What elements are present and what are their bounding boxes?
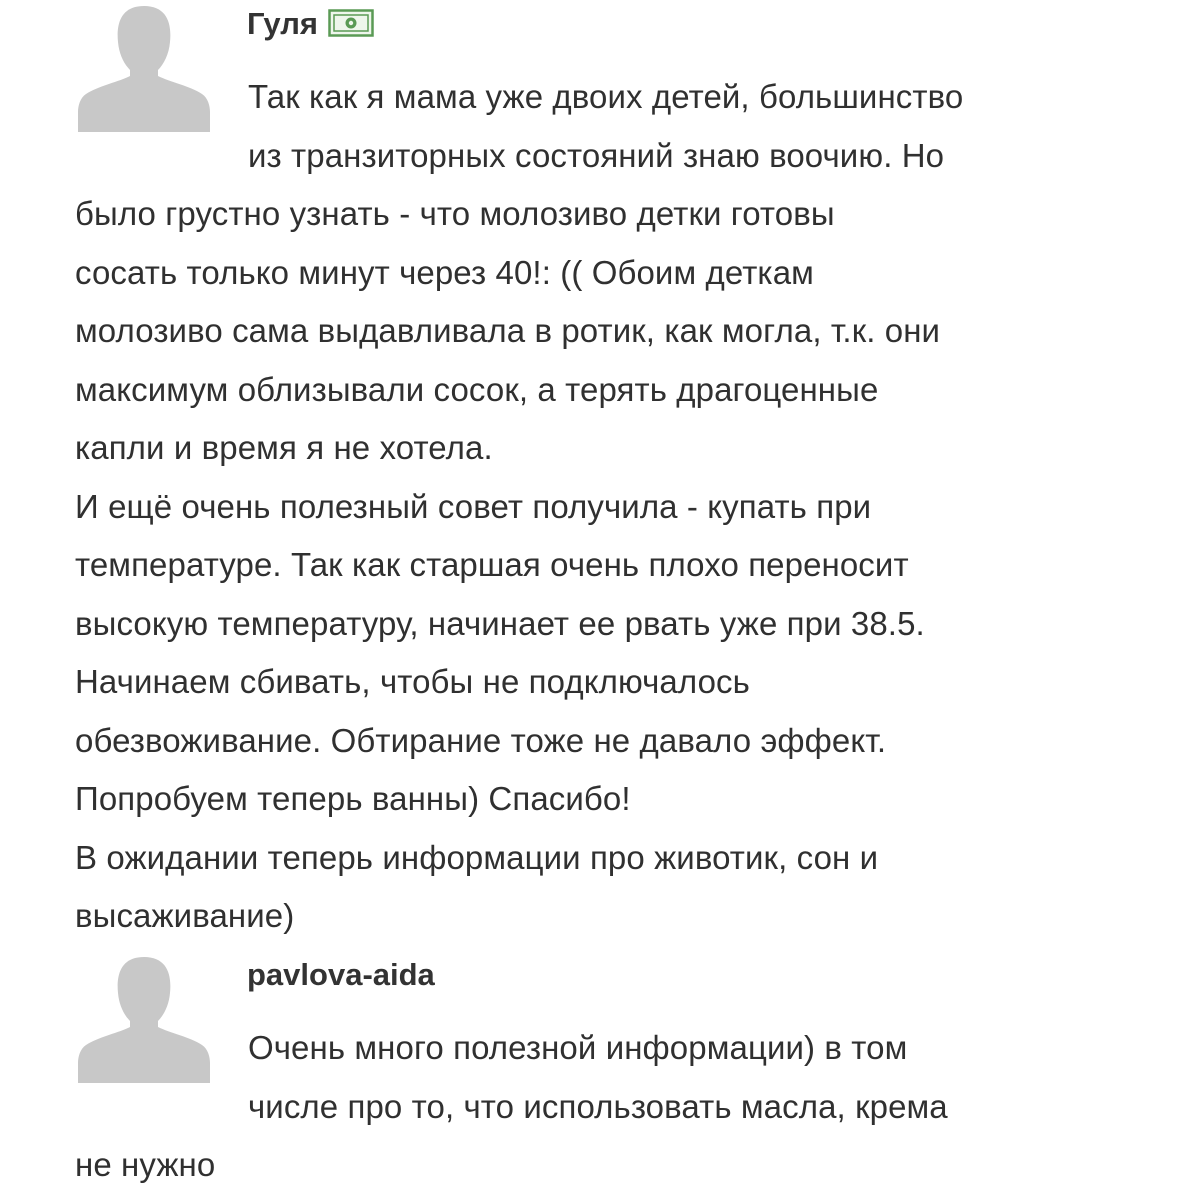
comment-line: Так как я мама уже двоих детей, большинство [248,78,964,115]
comment-line: высокую температуру, начинает ее рвать уже при 38.5. [75,604,925,642]
comment-line: максимум облизывали сосок, а терять драгоценные [75,370,879,408]
comment-line: молозиво сама выдавливала в ротик, как могла, т.к. они [75,312,941,349]
comment-author[interactable]: pavlova-aida [247,957,435,992]
comment-text [75,68,1135,946]
comment-line: В ожидании теперь информации про животик, сон и [75,838,879,876]
comment-line: из транзиторных состояний знаю воочию. Но [248,136,945,174]
comment-line: Очень много полезной информации) в том [248,1029,908,1066]
comment-text [75,1019,1135,1195]
comment-line: капли и время я не хотела. [75,429,493,466]
comment-line: И ещё очень полезный совет получила - купать при [75,487,872,525]
comment-line: Попробуем теперь ванны) Спасибо! [75,780,631,817]
money-badge-icon [328,9,374,37]
comment-author[interactable]: Гуля [247,4,374,44]
comment-line: обезвоживание. Обтирание тоже не давало эффект. [75,721,887,759]
comment-line: высаживание) [75,897,295,934]
comment-line: не нужно [75,1146,216,1183]
comment-line: температуре. Так как старшая очень плохо переносит [75,546,909,583]
comment-line: числе про то, что использовать масла, крема [248,1087,948,1125]
comment-line: сосать только минут через 40!: (( Обоим деткам [75,253,814,291]
comment-line: Начинаем сбивать, чтобы не подключалось [75,663,750,700]
comment-line: было грустно узнать - что молозиво детки готовы [75,195,835,232]
